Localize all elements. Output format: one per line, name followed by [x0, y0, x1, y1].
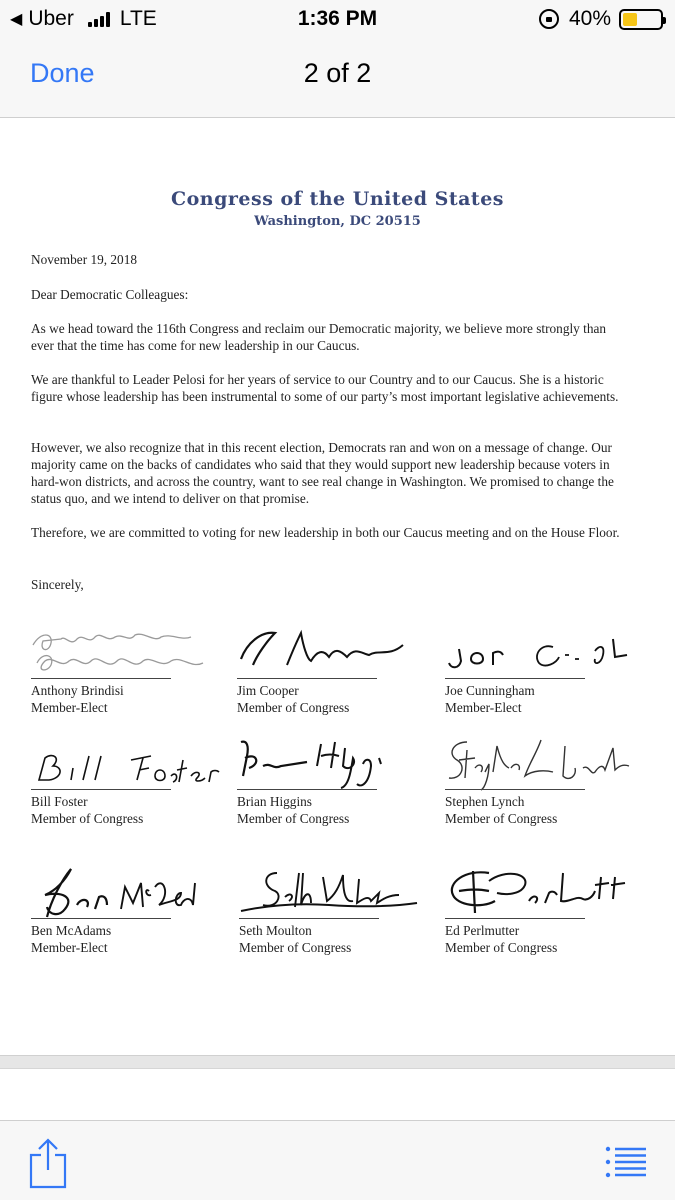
- signatory-role: Member of Congress: [445, 940, 558, 955]
- signature-image: [31, 865, 221, 920]
- battery-fill: [623, 13, 637, 26]
- document-page[interactable]: [0, 118, 675, 1058]
- signature-block: [445, 736, 635, 866]
- share-icon[interactable]: [28, 1137, 68, 1189]
- signatory-role: Member of Congress: [31, 811, 144, 826]
- status-time: 1:36 PM: [297, 7, 378, 30]
- rotation-lock-icon: [539, 9, 559, 29]
- signatory-role: Member-Elect: [445, 700, 522, 715]
- signatory-name: Bill Foster: [31, 794, 88, 809]
- signatory-role: Member of Congress: [237, 700, 350, 715]
- letter-paragraph: However, we also recognize that in this recent election, Democrats ran and won on a message of change. Our majority came on the backs of candidates who said that they would support new leadership because voters in hard-won districts, and across the country, want to see real change in Washington. We promised to change the status quo, and we intend to deliver on that promise.: [31, 440, 614, 506]
- battery-icon: [619, 9, 663, 30]
- letter-paragraph: We are thankful to Leader Pelosi for her years of service to our Country and to our Caucus. She is a historic figure whose leadership has been instrumental to some of our party’s most important legislative achievements.: [31, 372, 619, 404]
- back-arrow-icon: ◀: [10, 11, 23, 28]
- signatory-name: Brian Higgins: [237, 794, 312, 809]
- signature-block: [237, 736, 427, 866]
- signature-line: [445, 678, 585, 679]
- signature-image: [445, 625, 635, 680]
- signatory-name: Ed Perlmutter: [445, 923, 520, 938]
- signature-line: [31, 918, 171, 919]
- navigation-bar: [0, 40, 675, 118]
- letter-paragraph: As we head toward the 116th Congress and reclaim our Democratic majority, we believe more strongly than ever that the time has come for new leadership in our Caucus.: [31, 321, 607, 353]
- signature-image: [237, 736, 427, 791]
- signatory-role: Member of Congress: [445, 811, 558, 826]
- back-app-label: Uber: [28, 7, 74, 30]
- signatory-role: Member of Congress: [237, 811, 350, 826]
- signature-line: [445, 789, 585, 790]
- letter-date: November 19, 2018: [31, 252, 137, 267]
- list-icon[interactable]: [605, 1145, 647, 1179]
- page-counter: 2 of 2: [303, 58, 372, 88]
- battery-percent: 40%: [568, 7, 611, 30]
- signatory-name: Stephen Lynch: [445, 794, 525, 809]
- signatory-name: Jim Cooper: [237, 683, 299, 698]
- signatory-name: Seth Moulton: [239, 923, 312, 938]
- network-type: LTE: [119, 7, 157, 30]
- signature-image: [239, 865, 429, 920]
- letter-salutation: Dear Democratic Colleagues:: [31, 287, 189, 302]
- signature-block: [31, 736, 221, 866]
- page-separator: [0, 1055, 675, 1069]
- signature-image: [445, 865, 635, 920]
- signature-line: [237, 678, 377, 679]
- signature-line: [445, 918, 585, 919]
- signature-line: [237, 789, 377, 790]
- status-bar: [0, 0, 675, 40]
- signature-block: [239, 865, 429, 995]
- signatory-role: Member of Congress: [239, 940, 352, 955]
- signatory-role: Member-Elect: [31, 700, 108, 715]
- letterhead-subtitle: Washington, DC 20515: [254, 214, 421, 229]
- signature-block: [445, 865, 635, 995]
- signature-line: [31, 789, 171, 790]
- letter-closing: Sincerely,: [31, 577, 84, 592]
- signatory-name: Ben McAdams: [31, 923, 112, 938]
- signatory-role: Member-Elect: [31, 940, 108, 955]
- signatory-name: Joe Cunningham: [445, 683, 535, 698]
- signature-image: [445, 736, 635, 791]
- letterhead-title: Congress of the United States: [171, 188, 504, 210]
- signature-line: [239, 918, 379, 919]
- signature-image: [31, 625, 221, 680]
- letter-paragraph: Therefore, we are committed to voting for new leadership in both our Caucus meeting and on the House Floor.: [31, 525, 620, 540]
- signature-image: [237, 625, 427, 680]
- signature-line: [31, 678, 171, 679]
- done-button[interactable]: Done: [30, 58, 95, 88]
- signature-image: [31, 736, 221, 791]
- signatory-name: Anthony Brindisi: [31, 683, 124, 698]
- bottom-toolbar: [0, 1120, 675, 1200]
- signature-block: [31, 865, 221, 995]
